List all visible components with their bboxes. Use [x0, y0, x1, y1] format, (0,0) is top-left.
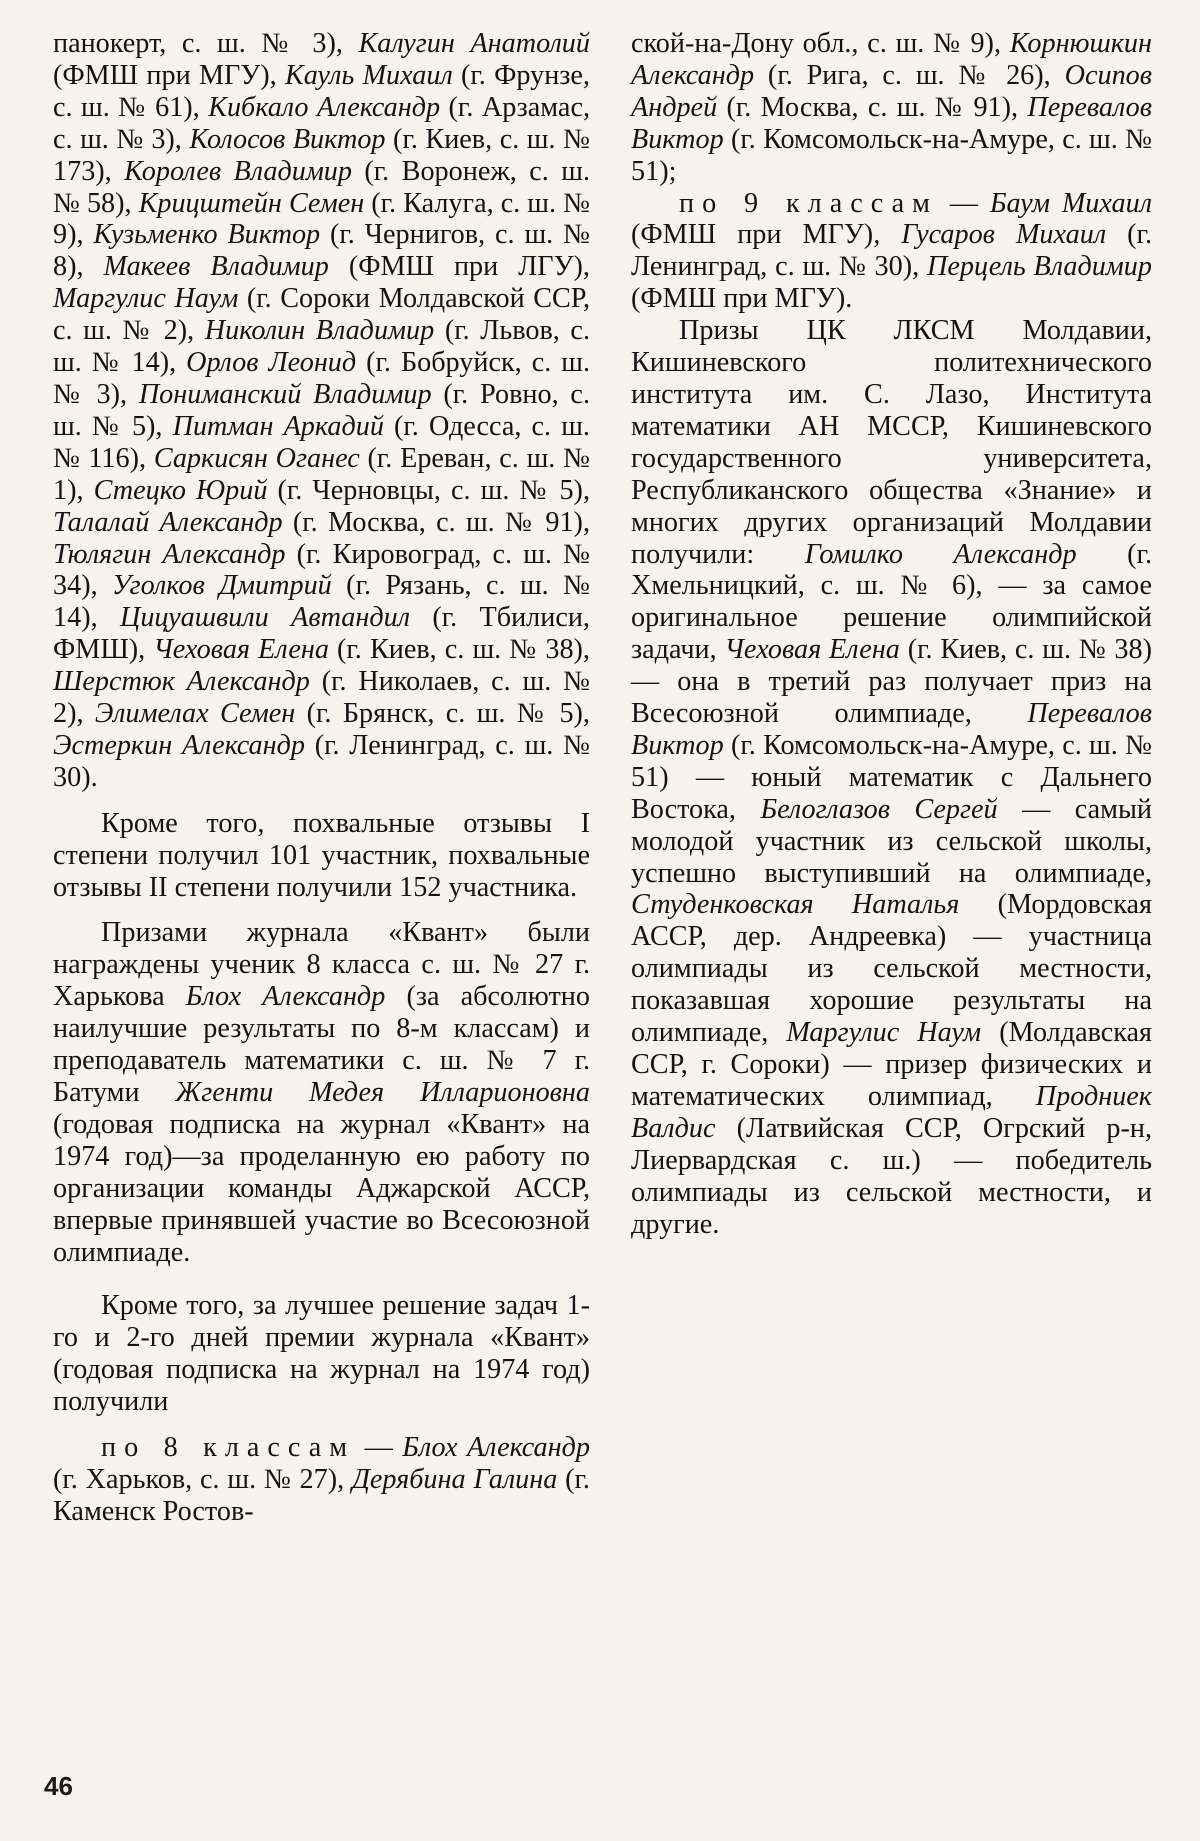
person-name: Продниек Валдис — [631, 1080, 1152, 1144]
text-run: (г. Рязань, с. ш. № 14), — [53, 570, 591, 634]
person-name: Жгенти Медея Илларионовна — [175, 1077, 590, 1108]
text-run: (г. Киев, с. ш. № 38) — она в третий раз получает приз на Всесоюзной олимпиаде, — [631, 634, 1152, 730]
person-name: Макеев Владимир — [103, 251, 329, 283]
text-run: панокерт, с. ш. № 3), — [53, 28, 359, 59]
text-run: (ФМШ при МГУ), — [53, 59, 285, 91]
paragraph — [53, 1432, 590, 1528]
text-run: (Мордовская АССР, дер. Андреевка) — участница олимпиады из сельской местности, показавшая хорошие результаты на олимпиаде, — [631, 889, 1152, 1049]
text-run: (г. Львов, с. ш. № 14), — [53, 315, 590, 379]
paragraph — [631, 188, 1152, 316]
text-run: (г. Харьков, с. ш. № 27), — [53, 1463, 352, 1495]
person-name: Чеховая Елена — [153, 634, 329, 666]
text-run: (г. Ленинград, с. ш. № 30). — [53, 729, 590, 793]
person-name: Кибкало Александр — [208, 91, 441, 123]
person-name: Дерябина Галина — [351, 1463, 558, 1495]
text-run: (г. Каменск Ростов- — [53, 1463, 590, 1527]
text-run: (г. Хмельницкий, с. ш. № 6), — за самое оригинальное решение олимпийской задачи, — [631, 538, 1152, 666]
text-run: (г. Калуга, с. ш. № 9), — [53, 187, 591, 251]
person-name: Маргулис Наум — [786, 1017, 982, 1049]
person-name: Орлов Леонид — [186, 347, 357, 379]
text-run: (Латвийская ССР, Огрский р-н, Лиервардская с. ш.) — победитель олимпиады из сельской местности, и другие. — [631, 1112, 1152, 1240]
text-run: (г. Одесса, с. ш. № 116), — [53, 410, 590, 474]
person-name: Талалай Александр — [53, 506, 283, 538]
person-name: Калугин Анатолий — [358, 28, 590, 59]
person-name: Колосов Виктор — [189, 123, 386, 155]
person-name: Студенковская Наталья — [631, 889, 960, 921]
text-run: (г. Сороки Молдавской ССР, с. ш. № 2), — [53, 283, 591, 347]
person-name: Блох Александр — [185, 981, 386, 1013]
text-run: (г. Москва, с. ш. № 91), — [282, 506, 590, 538]
person-name: Блох Александр — [402, 1432, 590, 1464]
paragraph — [53, 917, 590, 1268]
text-run: (ФМШ при ЛГУ), — [328, 251, 590, 283]
text-run: Призы ЦК ЛКСМ Молдавии, Кишиневского политехнического института им. С. Лазо, Института математики АН МССР, Кишиневского государственного университета, Республиканского общества «Знание» и многих других организаций Молдавии получили: — [631, 315, 1152, 570]
text-run: (г. Фрунзе, с. ш. № 61), — [53, 59, 590, 123]
paragraph — [53, 28, 590, 794]
text-run: (г. Ровно, с. ш. № 5), — [53, 378, 590, 442]
person-name: Гусаров Михаил — [901, 219, 1107, 251]
right-column — [631, 28, 1152, 1240]
text-run: (г. Кировоград, с. ш. № 34), — [53, 538, 591, 602]
person-name: Уголков Дмитрий — [112, 570, 332, 602]
text-run: (г. Арзамас, с. ш. № 3), — [53, 91, 591, 155]
spaced-heading: по 9 классам — [679, 187, 938, 219]
person-name: Чеховая Елена — [724, 634, 900, 666]
person-name: Маргулис Наум — [53, 283, 239, 315]
person-name: Перевалов Виктор — [631, 91, 1152, 155]
text-run: (г. Киев, с. ш. № 173), — [53, 123, 590, 187]
person-name: Николин Владимир — [204, 315, 435, 347]
paragraph — [631, 28, 1152, 188]
text-run: — — [355, 1432, 403, 1464]
text-run: (г. Комсомольск-на-Амуре, с. ш. № 51) — юный математик с Дальнего Востока, — [631, 729, 1152, 825]
person-name: Крицштейн Семен — [138, 187, 365, 219]
paragraph — [53, 808, 590, 904]
text-run: (г. Брянск, с. ш. № 5), — [295, 698, 590, 730]
spaced-heading: по 8 классам — [101, 1432, 356, 1464]
person-name: Белоглазов Сергей — [760, 793, 998, 825]
text-run: (г. Бобруйск, с. ш. № 3), — [53, 347, 590, 410]
text-run: Кроме того, за лучшее решение задач 1-го и 2-го дней премии журнала «Квант» (годовая подписка на журнал на 1974 год) получили — [53, 1290, 590, 1418]
person-name: Перевалов Виктор — [631, 698, 1152, 761]
person-name: Стецко Юрий — [93, 474, 268, 506]
person-name: Саркисян Оганес — [153, 442, 360, 474]
text-run: — — [937, 187, 990, 219]
person-name: Гомилко Александр — [804, 538, 1077, 570]
text-run: (г. Воронеж, с. ш. № 58), — [53, 155, 590, 219]
text-run: — самый молодой участник из сельской школы, успешно выступивший на олимпиаде, — [631, 793, 1152, 889]
person-name: Пониманский Владимир — [138, 378, 432, 410]
person-name: Питман Аркадий — [172, 410, 384, 442]
person-name: Кузьменко Виктор — [93, 219, 321, 251]
text-run: (ФМШ при МГУ), — [631, 219, 902, 251]
paragraph — [631, 315, 1152, 1240]
text-run: (г. Ленинград, с. ш. № 30), — [631, 219, 1152, 283]
text-run: (г. Николаев, с. ш. № 2), — [53, 666, 591, 730]
person-name: Перцель Владимир — [927, 251, 1152, 283]
person-name: Тюлягин Александр — [53, 538, 286, 570]
text-run: (г. Черновцы, с. ш. № 5), — [267, 474, 590, 506]
text-run: (г. Чернигов, с. ш. № 8), — [53, 219, 591, 283]
person-name: Цицуашвили Автандил — [119, 602, 410, 634]
text-run: (за абсолютно наилучшие результаты по 8-м классам) и преподаватель математики с. ш. № 7 г. Батуми — [53, 981, 590, 1108]
text-run: Кроме того, похвальные отзывы I степени получил 101 участник, похвальные отзывы II степени получили 152 участника. — [53, 807, 590, 903]
person-name: Корнюшкин Александр — [631, 28, 1152, 91]
person-name: Шерстюк Александр — [53, 666, 310, 698]
person-name: Кауль Михаил — [284, 59, 453, 91]
text-run: ской-на-Дону обл., с. ш. № 9), — [631, 28, 1010, 59]
page-number: 46 — [44, 1771, 73, 1801]
text-run: (г. Киев, с. ш. № 38), — [328, 634, 590, 666]
text-run: (г. Ереван, с. ш. № 1), — [53, 442, 591, 506]
text-run: (г. Рига, с. ш. № 26), — [754, 59, 1065, 91]
person-name: Королев Владимир — [124, 155, 352, 187]
person-name: Элимелах Семен — [94, 698, 296, 730]
person-name: Осипов Андрей — [631, 59, 1152, 123]
text-run: (г. Москва, с. ш. № 91), — [717, 91, 1028, 123]
text-run: (ФМШ при МГУ). — [631, 283, 853, 315]
text-run: Призами журнала «Квант» были награждены ученик 8 класса с. ш. № 27 г. Харькова — [53, 917, 590, 1013]
text-run: (годовая подписка на журнал «Квант» на 1974 год)—за проделанную ею работу по организации команды Аджарской АССР, впервые принявшей участие во Всесоюзной олимпиаде. — [53, 1108, 590, 1268]
person-name: Баум Михаил — [989, 187, 1153, 219]
text-run: (г. Комсомольск-на-Амуре, с. ш. № 51); — [631, 123, 1152, 187]
left-column — [53, 28, 590, 1528]
person-name: Эстеркин Александр — [53, 729, 305, 761]
text-run: (г. Тбилиси, ФМШ), — [53, 602, 590, 666]
paragraph — [53, 1290, 590, 1418]
text-run: (Молдавская ССР, г. Сороки) — призер физических и математических олимпиад, — [631, 1017, 1152, 1112]
